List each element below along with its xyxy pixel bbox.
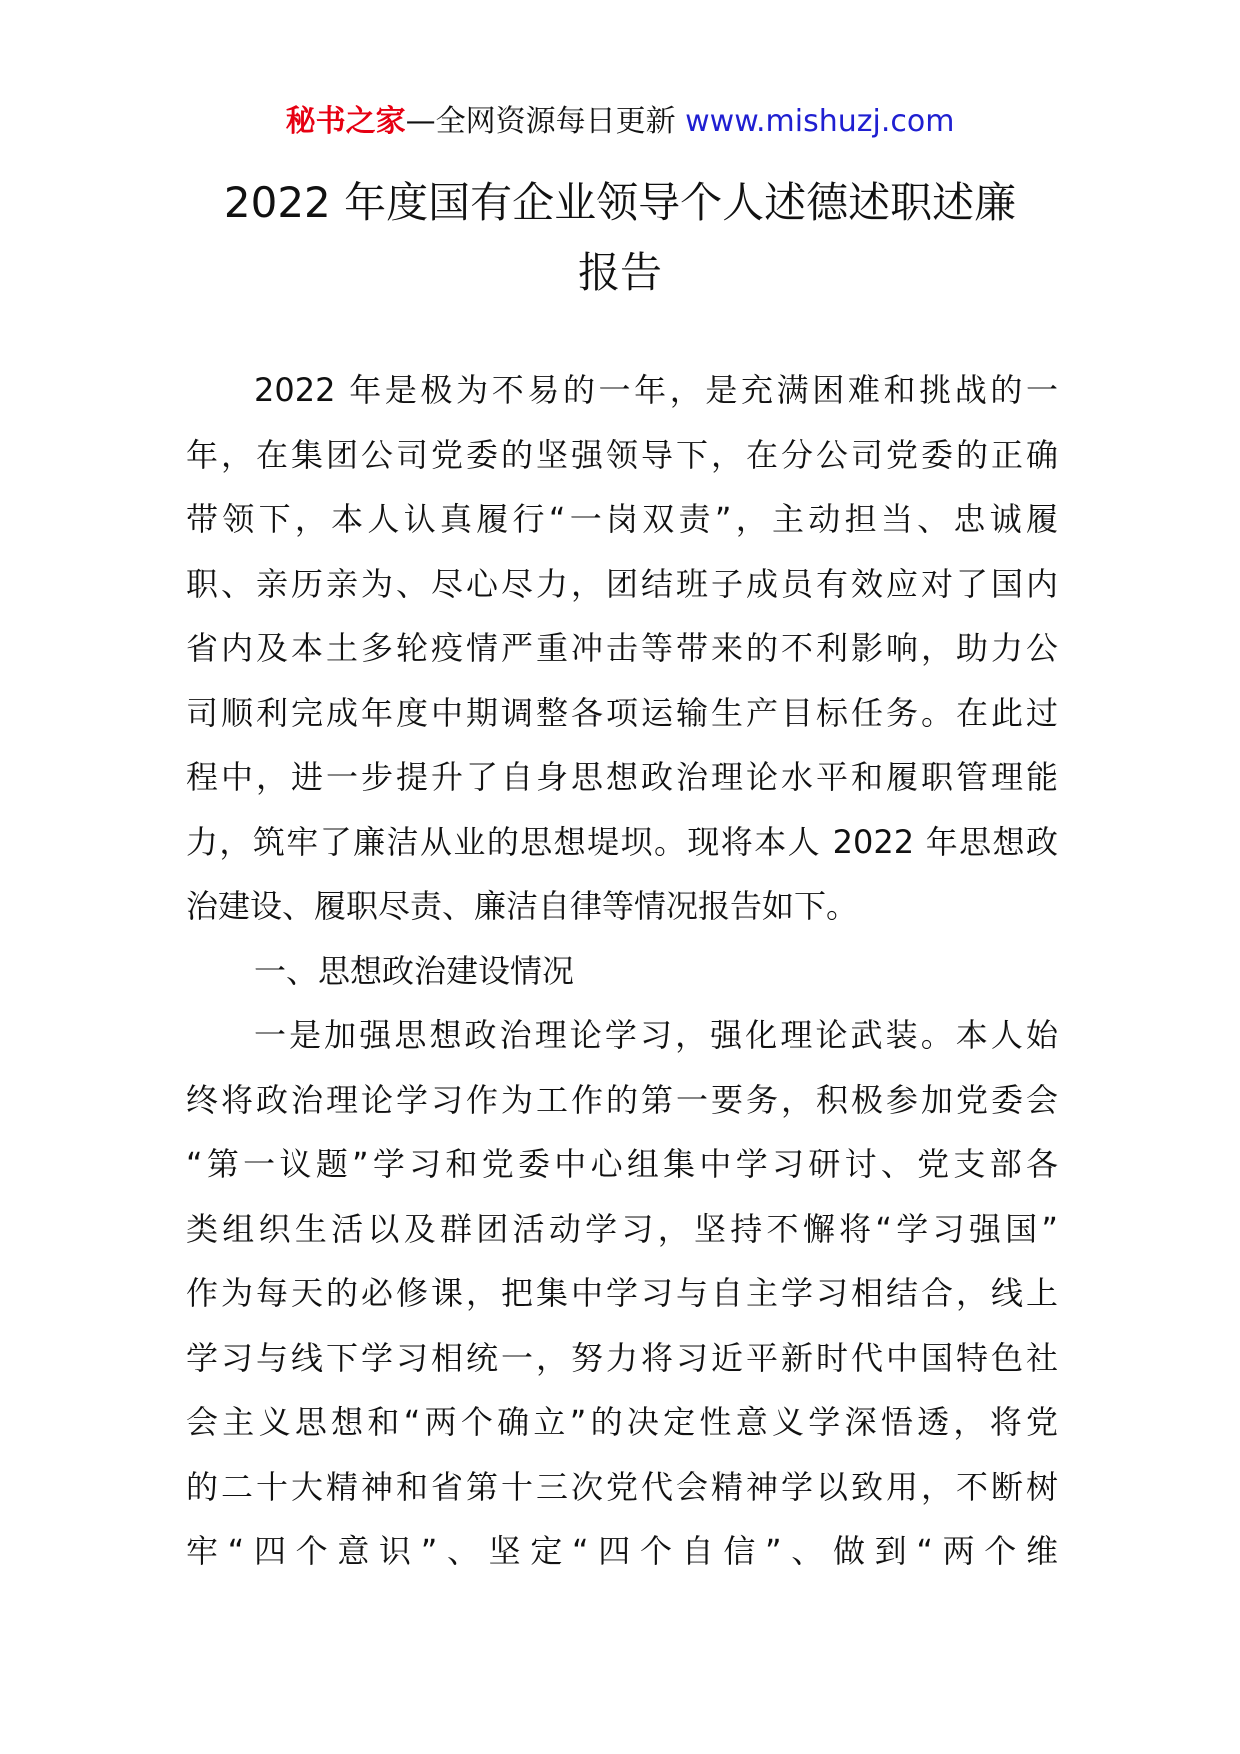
site-tagline: —全网资源每日更新 — [405, 104, 676, 139]
title-line: 报告 — [577, 248, 662, 297]
body-line: 作为每天的必修课，把集中学习与自主学习相结合，线上 — [186, 1274, 1058, 1312]
body-line: 终将政治理论学习作为工作的第一要务，积极参加党委会 — [186, 1080, 1058, 1119]
body-line: 治建设、履职尽责、廉洁自律等情况报告如下。 — [186, 887, 859, 925]
body-line: 牢“四个意识”、坚定“四个自信”、做到“两个维 — [186, 1532, 1058, 1570]
site-brand: 秘书之家 — [285, 104, 406, 139]
body-line: 类组织生活以及群团活动学习，坚持不懈将“学习强国” — [186, 1209, 1058, 1248]
document-title — [120, 168, 1120, 308]
section-heading: 一、思想政治建设情况 — [254, 951, 575, 990]
document-body — [186, 358, 1058, 1584]
title-line: 2022 年度国有企业领导个人述德述职述廉 — [223, 178, 1017, 227]
body-line: “第一议题”学习和党委中心组集中学习研讨、党支部各 — [186, 1145, 1058, 1183]
body-line: 一是加强思想政治理论学习，强化理论武装。本人始 — [254, 1016, 1058, 1054]
body-line: 的二十大精神和省第十三次党代会精神学以致用，不断树 — [186, 1467, 1058, 1506]
site-header — [0, 102, 1240, 142]
body-line: 会主义思想和“两个确立”的决定性意义学深悟透，将党 — [186, 1403, 1058, 1441]
body-line: 程中，进一步提升了自身思想政治理论水平和履职管理能 — [186, 758, 1058, 796]
body-line: 省内及本土多轮疫情严重冲击等带来的不利影响，助力公 — [186, 629, 1058, 667]
site-url-link[interactable]: www.mishuzj.com — [685, 104, 955, 139]
body-line: 力，筑牢了廉洁从业的思想堤坝。现将本人 2022 年思想政 — [186, 822, 1058, 861]
body-line: 学习与线下学习相统一，努力将习近平新时代中国特色社 — [186, 1338, 1058, 1377]
body-line: 年，在集团公司党委的坚强领导下，在分公司党委的正确 — [186, 435, 1058, 474]
body-line: 2022 年是极为不易的一年，是充满困难和挑战的一 — [254, 371, 1058, 409]
body-line: 职、亲历亲为、尽心尽力，团结班子成员有效应对了国内 — [186, 564, 1058, 603]
body-line: 司顺利完成年度中期调整各项运输生产目标任务。在此过 — [186, 693, 1058, 732]
body-line: 带领下，本人认真履行“一岗双责”，主动担当、忠诚履 — [186, 500, 1058, 538]
